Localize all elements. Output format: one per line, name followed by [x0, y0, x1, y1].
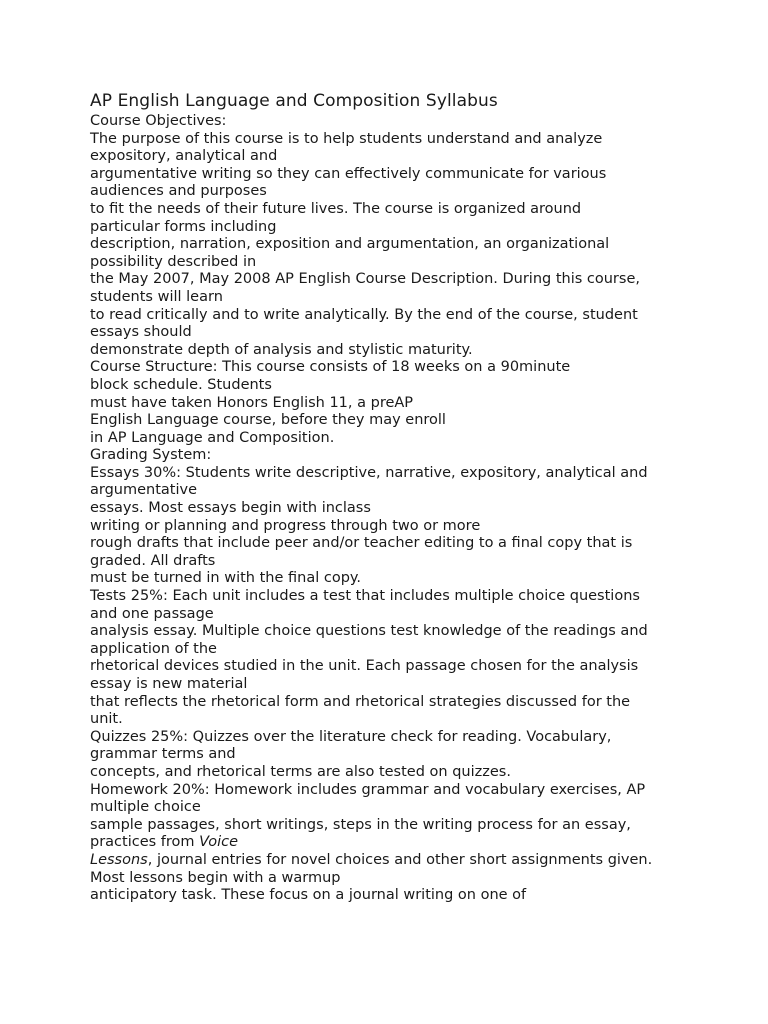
- body-line: students will learn: [90, 288, 223, 305]
- body-line: essays should: [90, 324, 192, 341]
- body-line: Homework 20%: Homework includes grammar and vocabulary exercises, AP: [90, 781, 646, 798]
- body-line: writing or planning and progress through two or more: [90, 517, 481, 534]
- body-line: analysis essay. Multiple choice questions test knowledge of the readings and: [90, 623, 648, 640]
- body-line: and one passage: [90, 605, 214, 622]
- body-line: unit.: [90, 711, 123, 728]
- body-line: sample passages, short writings, steps in the writing process for an essay,: [90, 816, 631, 833]
- body-line: The purpose of this course is to help students understand and analyze: [90, 130, 603, 147]
- body-line: particular forms including: [90, 218, 277, 235]
- body-line: description, narration, exposition and argumentation, an organizational: [90, 236, 610, 253]
- body-line: must be turned in with the final copy.: [90, 570, 362, 587]
- body-line: graded. All drafts: [90, 552, 216, 569]
- body-line: essay is new material: [90, 676, 248, 692]
- body-line-mixed-1: [90, 834, 690, 852]
- body-line: Most lessons begin with a warmup: [90, 869, 341, 886]
- document-body-tail: [90, 870, 690, 905]
- body-line: demonstrate depth of analysis and stylistic maturity.: [90, 341, 473, 358]
- body-line: Grading System:: [90, 447, 212, 464]
- body-line: argumentative writing so they can effectively communicate for various: [90, 165, 607, 182]
- body-line: to read critically and to write analytically. By the end of the course, student: [90, 306, 638, 323]
- body-line: expository, analytical and: [90, 148, 278, 165]
- body-text: practices from: [90, 834, 200, 851]
- body-line: concepts, and rhetorical terms are also tested on quizzes.: [90, 763, 511, 780]
- body-line: rough drafts that include peer and/or teacher editing to a final copy that is: [90, 535, 633, 552]
- body-text: , journal entries for novel choices and other short assignments given.: [147, 851, 653, 868]
- body-line: Tests 25%: Each unit includes a test that includes multiple choice questions: [90, 588, 640, 605]
- body-line: application of the: [90, 640, 217, 657]
- body-line-mixed-2: [90, 852, 690, 870]
- body-line: the May 2007, May 2008 AP English Course Description. During this course,: [90, 271, 640, 288]
- body-line: English Language course, before they may enroll: [90, 412, 446, 429]
- document-body: [90, 113, 690, 834]
- italic-text: Lessons: [90, 851, 148, 868]
- body-line: must have taken Honors English 11, a preAP: [90, 394, 414, 411]
- body-line: argumentative: [90, 482, 198, 499]
- italic-text: Voice: [199, 834, 239, 851]
- syllabus-page: [90, 89, 690, 905]
- body-line: rhetorical devices studied in the unit. Each passage chosen for the analysis: [90, 658, 639, 675]
- body-line: essays. Most essays begin with inclass: [90, 500, 371, 517]
- body-line: to fit the needs of their future lives. The course is organized around: [90, 200, 582, 217]
- body-line: that reflects the rhetorical form and rhetorical strategies discussed for the: [90, 693, 631, 710]
- body-line: in AP Language and Composition.: [90, 429, 335, 446]
- body-line: block schedule. Students: [90, 376, 272, 393]
- body-line: Course Structure: This course consists of 18 weeks on a 90minute: [90, 359, 571, 376]
- body-line: Course Objectives:: [90, 113, 227, 129]
- body-line: anticipatory task. These focus on a journal writing on one of: [90, 887, 527, 904]
- document-title: AP English Language and Composition Syllabus: [90, 91, 498, 111]
- body-line: Quizzes 25%: Quizzes over the literature check for reading. Vocabulary,: [90, 728, 612, 745]
- body-line: Essays 30%: Students write descriptive, narrative, expository, analytical and: [90, 464, 648, 481]
- body-line: multiple choice: [90, 799, 201, 816]
- body-line: audiences and purposes: [90, 183, 267, 200]
- body-line: possibility described in: [90, 253, 257, 270]
- body-line: grammar terms and: [90, 746, 236, 763]
